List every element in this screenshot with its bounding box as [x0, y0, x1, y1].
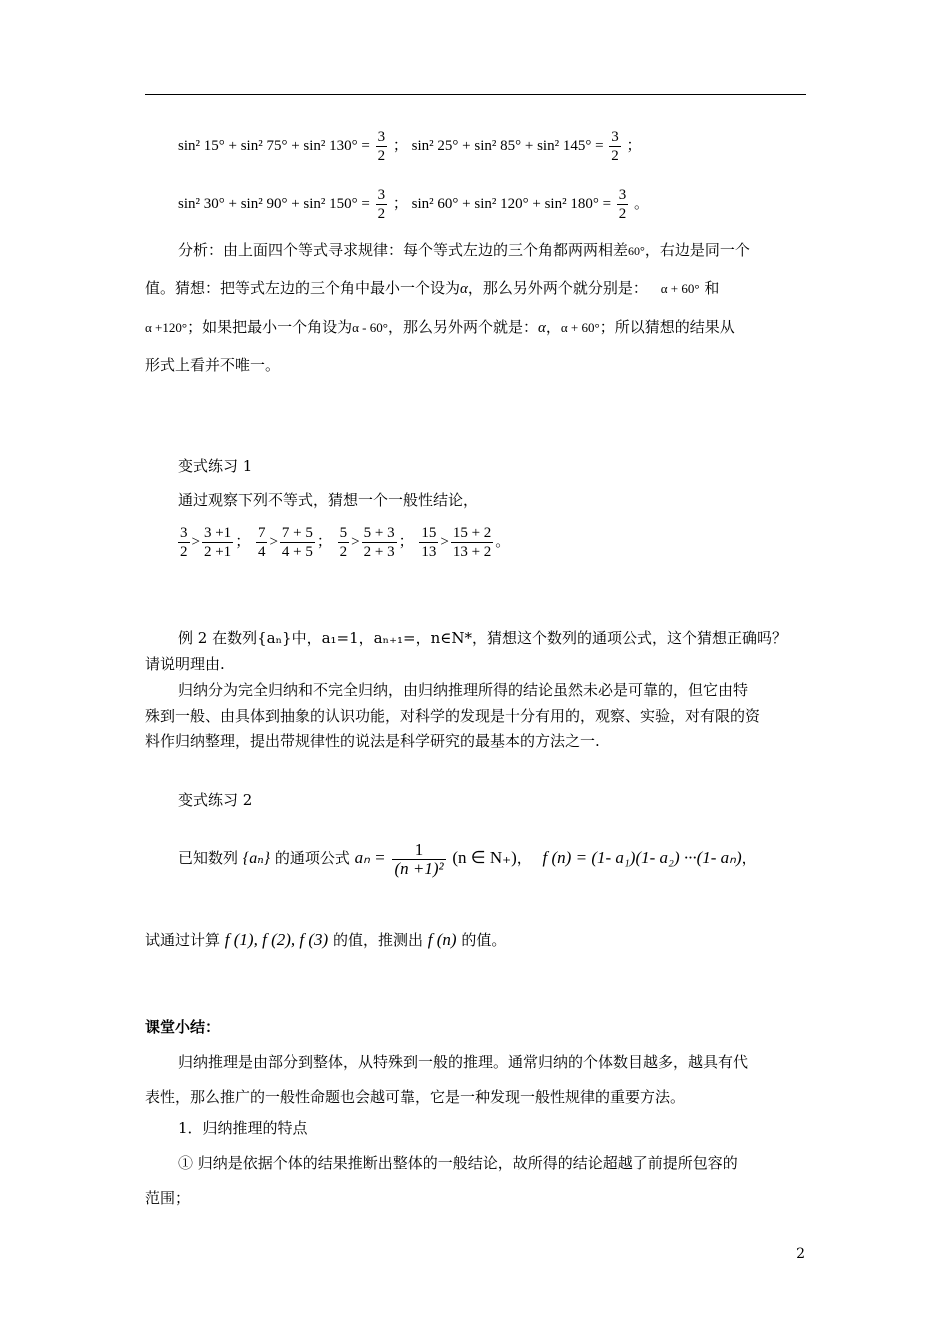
equation-row-2: sin² 30° + sin² 90° + sin² 150° = $\frac{3}{2}$ ； sin² 60° + sin² 120° + sin² 180° = $\frac{3}{2}$ 。	[178, 187, 650, 222]
equation-left: sin² 15° + sin² 75° + sin² 130° =	[178, 137, 370, 154]
summary-paragraph-2: 表性，那么推广的一般性命题也会越可靠，它是一种发现一般性规律的重要方法。	[145, 1088, 686, 1106]
induction-paragraph-1: 归纳分为完全归纳和不完全归纳，由归纳推理所得的结论虽然未必是可靠的，但它由特	[178, 681, 749, 699]
induction-paragraph-3: 料作归纳整理，提出带规律性的说法是科学研究的最基本的方法之一.	[145, 732, 600, 750]
exercise-2-title: 变式练习 2	[178, 791, 253, 809]
inequality: $\frac{7}{4}$ > $\frac{7 + 5}{4 + 5}$ ；	[257, 525, 332, 560]
exercise-1-intro: 通过观察下列不等式，猜想一个一般性结论，	[178, 491, 479, 509]
equation-right: sin² 25° + sin² 85° + sin² 145° =	[411, 137, 604, 154]
summary-paragraph-1: 归纳推理是由部分到整体，从特殊到一般的推理。通常归纳的个体数目越多，越具有代	[178, 1053, 749, 1071]
analysis-line-1: 分析：由上面四个等式寻求规律：每个等式左边的三个角都两两相差60°，右边是同一个	[178, 241, 750, 259]
fraction: $\frac{3}{2}$	[377, 187, 386, 222]
example-2-line-2: 请说明理由.	[145, 655, 225, 673]
summary-clause-1b: 范围；	[145, 1189, 191, 1207]
header-rule	[145, 94, 806, 95]
page-number: 2	[796, 1246, 805, 1262]
equation-row-1: sin² 15° + sin² 75° + sin² 130° = $\frac{3}{2}$ ； sin² 25° + sin² 85° + sin² 145° = $\frac{3}{2}$ ；	[178, 129, 642, 164]
equation-right: sin² 60° + sin² 120° + sin² 180° =	[411, 195, 612, 212]
inequality: $\frac{5}{2}$ > $\frac{5 + 3}{2 + 3}$ ；	[339, 525, 414, 560]
exercise-2-statement: 已知数列 {aₙ} 的通项公式 aₙ = $\frac{1}{\text{(n +1)²}}$ (n ∈ N₊)， f (n) = (1- a₁)(1- a₂) ···(1- aₙ)，	[178, 839, 757, 878]
example-2-line-1: 例 2 在数列{aₙ}中，a₁=1，aₙ₊₁=，n∈N*，猜想这个数列的通项公式，这个猜想正确吗？	[178, 629, 787, 647]
analysis-line-2: 值。猜想：把等式左边的三个角中最小一个设为α，那么另外两个就分别是： α + 60° 和	[145, 279, 720, 297]
fraction: $\frac{3}{2}$	[611, 129, 619, 164]
summary-title: 课堂小结：	[145, 1018, 221, 1036]
summary-item-1: 1．归纳推理的特点	[178, 1119, 308, 1137]
fraction: $\frac{3}{2}$	[377, 129, 386, 164]
exercise-2-question: 试通过计算 f (1), f (2), f (3) 的值，推测出 f (n) 的值。	[145, 930, 507, 949]
summary-clause-1a: ① 归纳是依据个体的结果推断出整体的一般结论，故所得的结论超越了前提所包容的	[178, 1154, 738, 1172]
equation-left: sin² 30° + sin² 90° + sin² 150° =	[178, 195, 370, 212]
fraction: $\frac{3}{2}$	[618, 187, 627, 222]
exercise-1-inequalities	[176, 524, 510, 561]
analysis-line-4: 形式上看并不唯一。	[145, 356, 281, 374]
inequality: $\frac{15}{13}$ > $\frac{15 + 2}{13 + 2}$ 。	[421, 525, 511, 560]
exercise-1-title: 变式练习 1	[178, 457, 253, 475]
induction-paragraph-2: 殊到一般、由具体到抽象的认识功能，对科学的发现是十分有用的，观察、实验，对有限的资	[145, 707, 761, 725]
analysis-line-3: α +120°；如果把最小一个角设为α - 60°，那么另外两个就是：α，α + 60°；所以猜想的结果从	[145, 318, 735, 336]
inequality: $\frac{3}{2}$ > $\frac{3 +1}{2 +1}$ ；	[180, 525, 251, 560]
